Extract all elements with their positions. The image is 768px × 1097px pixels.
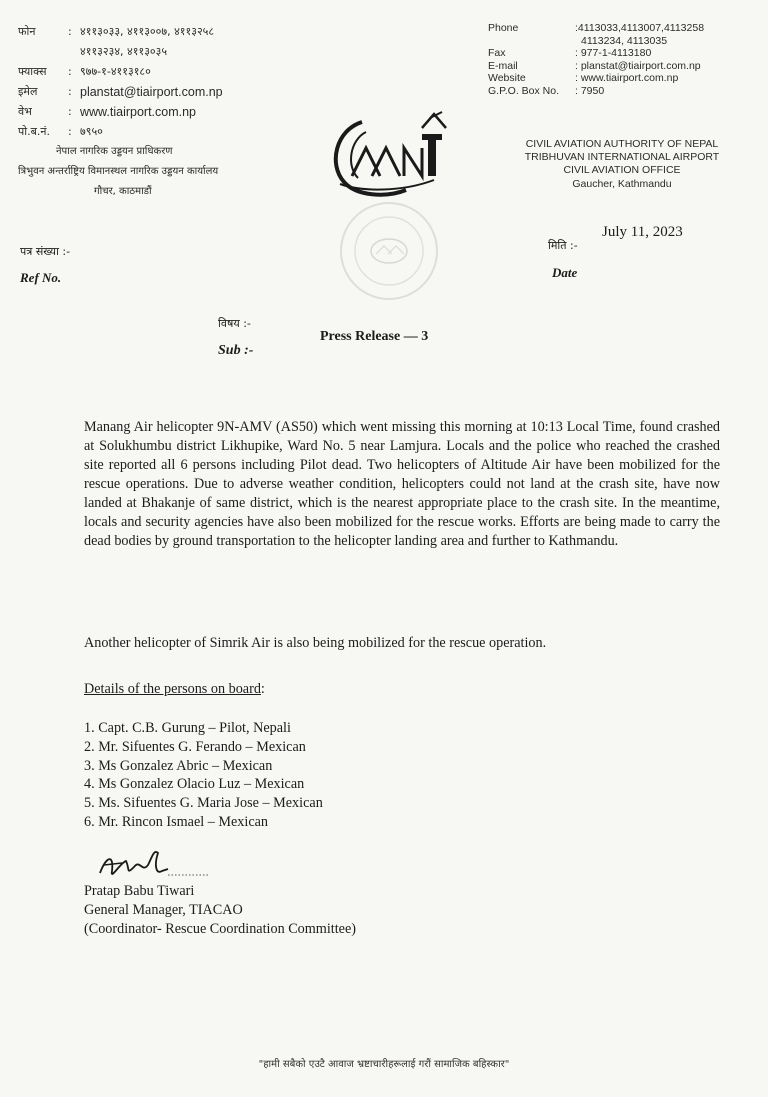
persons-list (84, 719, 323, 832)
handwritten-signature (96, 845, 216, 885)
np-org-name: नेपाल नागरिक उड्डयन प्राधिकरण (56, 146, 173, 157)
en-fax-label: Fax (488, 47, 506, 59)
details-heading (84, 680, 265, 699)
en-fax-value: : 977-1-4113180 (575, 47, 652, 59)
body-paragraph-1: Manang Air helicopter 9N-AMV (AS50) which went missing this morning at 10:13 Local Time, found crashed at Solukhumbu district Likhupike, Ward No. 5 near Lamjura. Locals and the police who reached the crashed site reported all 6 persons including Pilot dead. Two helicopters of Altitude Air have been mobilized for the rescue operations. Due to adverse weather condition, helicopters could not land at the crash site, have now landed at Bhakanje of same district, which is the nearest appropriate place to the crash site. In the meantime, locals and security agencies have also been mobilized for the rescue works. Efforts are being made to carry the dead bodies by ground transportation to the helicopter landing area and further to Kathmandu. (84, 419, 720, 549)
footer-slogan: "हामी सबैको एउटै आवाज भ्रष्टाचारीहरूलाई गरौं सामाजिक बहिस्कार" (258, 1059, 510, 1070)
en-email-value: : planstat@tiairport.com.np (575, 59, 701, 72)
np-pobox-label: पो.ब.नं. (18, 125, 50, 138)
en-pobox-row (488, 85, 763, 98)
np-email-value: planstat@tiairport.com.np (80, 85, 223, 99)
list-item: 5. Ms. Sifuentes G. Maria Jose – Mexican (84, 795, 323, 812)
en-org-authority: CIVIL AVIATION AUTHORITY OF NEPAL (525, 138, 719, 150)
np-fax-row: फ्याक्स : ९७७-१-४११३१८० (18, 62, 318, 82)
list-item: 3. Ms Gonzalez Abric – Mexican (84, 757, 273, 774)
signer-name: Pratap Babu Tiwari (84, 883, 195, 899)
seal-watermark-icon (338, 200, 440, 302)
en-phone-value-2: 4113234, 4113035 (581, 34, 668, 47)
np-web-value: www.tiairport.com.np (80, 105, 197, 119)
body-paragraph-2: Another helicopter of Simrik Air is also being mobilized for the rescue operation. (84, 635, 547, 651)
en-org-office: CIVIL AVIATION OFFICE (563, 164, 681, 177)
subject-label-np: विषय :- (218, 317, 251, 330)
en-pobox-value: : 7950 (575, 84, 605, 97)
date-label-en: Date (552, 265, 578, 280)
signer-role: (Coordinator- Rescue Coordination Committee) (84, 921, 356, 937)
np-email-row: इमेल : planstat@tiairport.com.np (18, 82, 318, 102)
en-email-row (488, 60, 763, 73)
np-pobox-row: पो.ब.नं. : ७९५० (18, 122, 318, 142)
date-label-np: मिति :- (548, 239, 578, 252)
np-org-address: गौचर, काठमाडौं (94, 186, 152, 197)
list-item: 4. Ms Gonzalez Olacio Luz – Mexican (84, 776, 305, 793)
en-email-label: E-mail (488, 59, 518, 72)
en-phone-label: Phone (488, 22, 519, 34)
np-phone-label: फोन (18, 25, 36, 38)
np-org-office: त्रिभुवन अन्तर्राष्ट्रिय विमानस्थल नागरिक उड्डयन कार्यालय (18, 166, 219, 177)
signer-block (84, 882, 356, 939)
details-heading-text: Details of the persons on board (84, 681, 261, 697)
date-value: July 11, 2023 (602, 224, 683, 240)
np-phone-row: फोन : ४११३०३३, ४११३००७, ४११३२५८ (18, 22, 318, 42)
list-item: 6. Mr. Rincon Ismael – Mexican (84, 813, 269, 830)
np-phone-value-2: ४११३२३४, ४११३०३५ (80, 45, 168, 58)
list-item: 2. Mr. Sifuentes G. Ferando – Mexican (84, 738, 306, 755)
en-phone-row (488, 22, 763, 35)
subject-title: Press Release — 3 (320, 329, 429, 344)
subject-label-en: Sub :- (218, 343, 254, 358)
en-org-airport: TRIBHUVAN INTERNATIONAL AIRPORT (524, 151, 720, 164)
en-phone-value: :4113033,4113007,4113258 (575, 22, 705, 34)
ref-label-en: Ref No. (20, 270, 62, 285)
english-contact-block (488, 22, 763, 97)
details-heading-colon: : (260, 681, 265, 697)
np-email-label: इमेल (18, 85, 38, 98)
en-pobox-label: G.P.O. Box No. (488, 84, 560, 97)
np-web-row: वेभ : www.tiairport.com.np (18, 102, 318, 122)
en-web-value: : www.tiairport.com.np (575, 72, 679, 84)
caan-logo-icon (322, 108, 452, 200)
np-fax-label: फ्याक्स (18, 65, 47, 78)
np-phone-value: ४११३०३३, ४११३००७, ४११३२५८ (80, 25, 215, 38)
np-pobox-value: ७९५० (80, 125, 103, 138)
english-org-block (488, 138, 756, 191)
np-web-label: वेभ (18, 105, 32, 118)
en-org-address: Gaucher, Kathmandu (572, 177, 672, 190)
nepali-header (18, 22, 318, 202)
en-web-row (488, 72, 763, 85)
ref-label-np: पत्र संख्या :- (20, 245, 71, 258)
np-fax-value: ९७७-१-४११३१८० (80, 65, 151, 78)
signer-title: General Manager, TIACAO (84, 902, 243, 918)
list-item: 1. Capt. C.B. Gurung – Pilot, Nepali (84, 720, 291, 736)
en-web-label: Website (488, 72, 526, 84)
en-fax-row (488, 47, 763, 60)
